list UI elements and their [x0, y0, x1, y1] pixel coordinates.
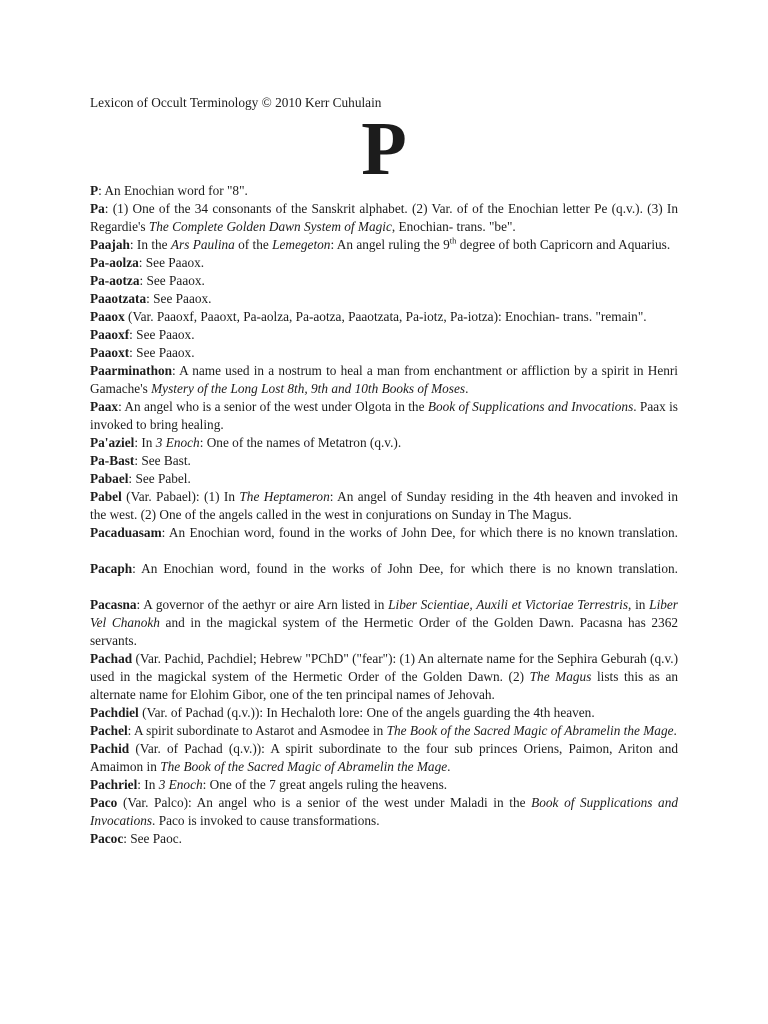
- entry-definition: (Var. of Pachad (q.v.)): In Hechaloth lore: One of the angels guarding the 4th heaven.: [138, 705, 595, 720]
- lexicon-entry: [90, 776, 678, 794]
- lexicon-entry: [90, 722, 678, 740]
- entry-term: Paajah: [90, 237, 130, 252]
- entry-term: Pa-aotza: [90, 273, 140, 288]
- entry-term: Paaoxf: [90, 327, 130, 342]
- entry-citation: The Complete Golden Dawn System of Magic: [148, 219, 392, 234]
- entry-definition: (Var. Pabael): (1) In: [121, 489, 240, 504]
- entry-definition: : See Paaox.: [138, 255, 205, 270]
- entry-definition: (Var. Palco): An angel who is a senior of the west under Maladi in the: [117, 795, 532, 810]
- entry-citation: The Book of the Sacred Magic of Abramelin the Mage: [160, 759, 448, 774]
- lexicon-entry: [90, 290, 678, 308]
- entry-term: Pa-Bast: [90, 453, 135, 468]
- entry-term: P: [90, 183, 99, 198]
- entry-term: Pachel: [90, 723, 128, 738]
- entry-citation: Ars Paulina: [170, 237, 235, 252]
- entry-definition: of the: [234, 237, 273, 252]
- entry-definition: : In: [137, 777, 159, 792]
- entry-term: Pacaph: [90, 561, 133, 576]
- entry-term: Pa: [90, 201, 105, 216]
- lexicon-entry: [90, 182, 678, 200]
- letter-heading: P: [361, 107, 407, 191]
- entry-definition: : A name used in a nostrum to heal a man from enchantment or affliction by a spirit in Henri Gamache's: [90, 363, 678, 396]
- entry-term: Paaotzata: [90, 291, 147, 306]
- entry-definition: : See Bast.: [134, 453, 191, 468]
- entry-definition: : An angel ruling the 9: [330, 237, 450, 252]
- lexicon-entry: [90, 740, 678, 776]
- lexicon-entry: [90, 362, 678, 398]
- entry-citation: Liber Scientiae, Auxili et Victoriae Terrestris: [388, 597, 629, 612]
- entry-term: Pacaduasam: [90, 525, 162, 540]
- lexicon-entry: [90, 236, 678, 254]
- entry-citation: The Magus: [529, 669, 592, 684]
- lexicon-entry: [90, 434, 678, 452]
- entry-definition: : See Paoc.: [123, 831, 182, 846]
- lexicon-entries: [90, 182, 678, 848]
- entry-term: Pachriel: [90, 777, 138, 792]
- lexicon-entry: [90, 200, 678, 236]
- entry-definition: (Var. Paaoxf, Paaoxt, Pa-aolza, Pa-aotza, Paaotzata, Pa-iotz, Pa-iotza): Enochian- trans. "remain".: [124, 309, 647, 324]
- entry-definition: degree of both Capricorn and Aquarius.: [456, 237, 671, 252]
- entry-definition: : See Paaox.: [129, 327, 195, 342]
- entry-term: Pacasna: [90, 597, 137, 612]
- entry-definition: : One of the 7 great angels ruling the heavens.: [202, 777, 448, 792]
- entry-definition: : (1) One of the 34 consonants of the Sanskrit alphabet. (2) Var. of of the Enochian letter Pe (q.v.). (3) In Regardie's: [90, 201, 678, 234]
- lexicon-entry: [90, 704, 678, 722]
- document-header: Lexicon of Occult Terminology © 2010 Kerr Cuhulain: [90, 95, 382, 110]
- entry-definition: : A spirit subordinate to Astarot and Asmodee in: [127, 723, 387, 738]
- entry-definition: : See Pabel.: [128, 471, 191, 486]
- entry-definition: . Paco is invoked to cause transformations.: [152, 813, 380, 828]
- entry-citation: Mystery of the Long Lost 8th, 9th and 10th Books of Moses: [151, 381, 466, 396]
- entry-term: Pacoc: [90, 831, 124, 846]
- entry-definition: : One of the names of Metatron (q.v.).: [199, 435, 402, 450]
- entry-definition: : An Enochian word, found in the works of John Dee, for which there is no known translation.: [161, 525, 678, 540]
- entry-citation: 3 Enoch: [158, 777, 203, 792]
- entry-definition: : See Paaox.: [139, 273, 205, 288]
- entry-citation: The Heptameron: [239, 489, 330, 504]
- lexicon-entry: [90, 452, 678, 470]
- entry-definition: : An angel who is a senior of the west under Olgota in the: [118, 399, 428, 414]
- entry-citation: Liber Vel Chanokh: [90, 597, 678, 630]
- entry-definition: : An Enochian word for "8".: [98, 183, 248, 198]
- entry-citation: The Book of the Sacred Magic of Abramelin the Mage: [386, 723, 674, 738]
- entry-term: Paax: [90, 399, 119, 414]
- entry-definition: . Paax is invoked to bring healing.: [90, 399, 678, 432]
- entry-term: Pa-aolza: [90, 255, 139, 270]
- entry-term: Pachdiel: [90, 705, 139, 720]
- lexicon-entry: [90, 524, 678, 560]
- entry-definition: : See Paaox.: [129, 345, 195, 360]
- lexicon-entry: [90, 794, 678, 830]
- entry-term: Paco: [90, 795, 118, 810]
- entry-term: Pa'aziel: [90, 435, 135, 450]
- entry-definition: : An angel of Sunday residing in the 4th heaven and invoked in the west. (2) One of the angels called in the west in conjurations on Sunday in The Magus.: [90, 489, 678, 522]
- entry-definition: : In the: [129, 237, 171, 252]
- lexicon-entry: [90, 830, 678, 848]
- entry-definition: , Enochian- trans. "be".: [391, 219, 516, 234]
- entry-definition: : In: [134, 435, 156, 450]
- lexicon-entry: [90, 254, 678, 272]
- entry-definition: and in the magickal system of the Hermetic Order of the Golden Dawn. Pacasna has 2362 servants.: [90, 615, 678, 648]
- entry-term: Pabael: [90, 471, 129, 486]
- entry-definition: lists this as an alternate name for Elohim Gibor, one of the ten principal names of Jehovah.: [90, 669, 678, 702]
- entry-definition: .: [447, 759, 451, 774]
- entry-definition: .: [673, 723, 677, 738]
- entry-definition: (Var. of Pachad (q.v.)): A spirit subordinate to the four sub princes Oriens, Paimon, Ariton and Amaimon in: [90, 741, 678, 774]
- entry-definition: : A governor of the aethyr or aire Arn listed in: [136, 597, 389, 612]
- entry-term: Pabel: [90, 489, 122, 504]
- entry-term: Pachad: [90, 651, 133, 666]
- lexicon-entry: [90, 560, 678, 596]
- entry-definition: (Var. Pachid, Pachdiel; Hebrew "PChD" ("fear"): (1) An alternate name for the Sephira Geburah (q.v.) used in the magickal system of the Hermetic Order of the Golden Dawn. (2): [90, 651, 678, 684]
- entry-definition: : See Paaox.: [146, 291, 212, 306]
- entry-citation: Book of Supplications and Invocations: [427, 399, 634, 414]
- entry-term: Paarminathon: [90, 363, 173, 378]
- entry-citation: Book of Supplications and Invocations: [90, 795, 678, 828]
- entry-definition: , in: [628, 597, 650, 612]
- entry-citation: Lemegeton: [272, 237, 331, 252]
- entry-term: Pachid: [90, 741, 130, 756]
- lexicon-entry: [90, 650, 678, 704]
- lexicon-entry: [90, 272, 678, 290]
- entry-term: Paaox: [90, 309, 125, 324]
- entry-citation: 3 Enoch: [155, 435, 200, 450]
- lexicon-entry: [90, 308, 678, 326]
- lexicon-entry: [90, 470, 678, 488]
- lexicon-entry: [90, 326, 678, 344]
- lexicon-entry: [90, 488, 678, 524]
- lexicon-entry: [90, 344, 678, 362]
- entry-superscript: th: [449, 235, 457, 246]
- entry-definition: : An Enochian word, found in the works of John Dee, for which there is no known translation.: [132, 561, 678, 576]
- entry-definition: .: [465, 381, 469, 396]
- lexicon-entry: [90, 596, 678, 650]
- entry-term: Paaoxt: [90, 345, 130, 360]
- lexicon-entry: [90, 398, 678, 434]
